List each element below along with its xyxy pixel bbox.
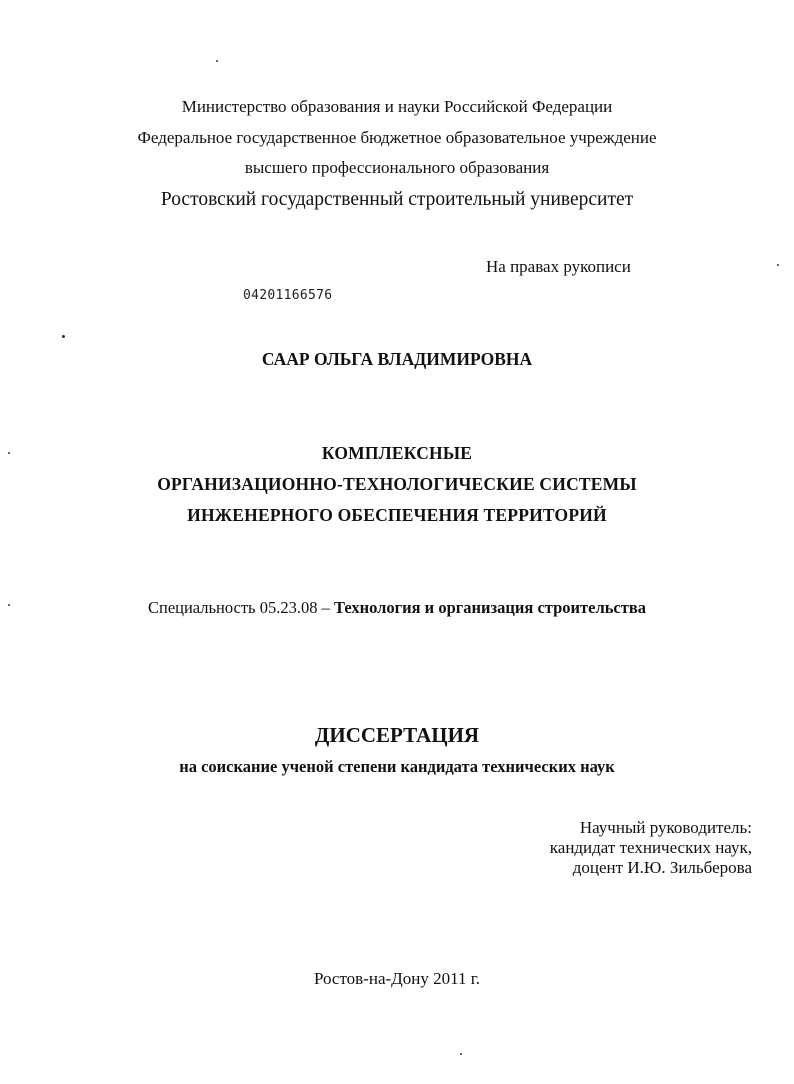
institution-type: Федеральное государственное бюджетное образовательное учреждение (137, 128, 657, 147)
title-line-3: ИНЖЕНЕРНОГО ОБЕСПЕЧЕНИЯ ТЕРРИТОРИЙ (187, 505, 607, 525)
supervisor-label: Научный руководитель: (579, 818, 752, 837)
scan-speck (460, 1053, 462, 1055)
manuscript-rights-note: На правах рукописи (486, 257, 631, 276)
scan-speck (216, 60, 218, 62)
title-line-2: ОРГАНИЗАЦИОННО-ТЕХНОЛОГИЧЕСКИЕ СИСТЕМЫ (157, 474, 637, 494)
education-level: высшего профессионального образования (244, 158, 550, 177)
ministry-name: Министерство образования и науки Российской Федерации (181, 97, 613, 116)
scan-speck (62, 335, 65, 338)
supervisor-name: доцент И.Ю. Зильберова (572, 858, 752, 877)
scan-speck (777, 264, 779, 266)
specialty-prefix: Специальность 05.23.08 – (147, 598, 334, 617)
title-line-1: КОМПЛЕКСНЫЕ (321, 443, 473, 463)
specialty-name: Технология и организация строительства (333, 598, 647, 617)
document-type: ДИССЕРТАЦИЯ (314, 723, 480, 747)
registry-number: 04201166576 (243, 288, 333, 303)
place-and-year: Ростов-на-Дону 2011 г. (313, 969, 481, 988)
supervisor-degree: кандидат технических наук, (549, 838, 752, 857)
specialty (0, 598, 794, 618)
author-name: СААР ОЛЬГА ВЛАДИМИРОВНА (261, 349, 533, 369)
degree-sought: на соискание ученой степени кандидата технических наук (179, 757, 615, 776)
university-name: Ростовский государственный строительный университет (160, 189, 634, 210)
